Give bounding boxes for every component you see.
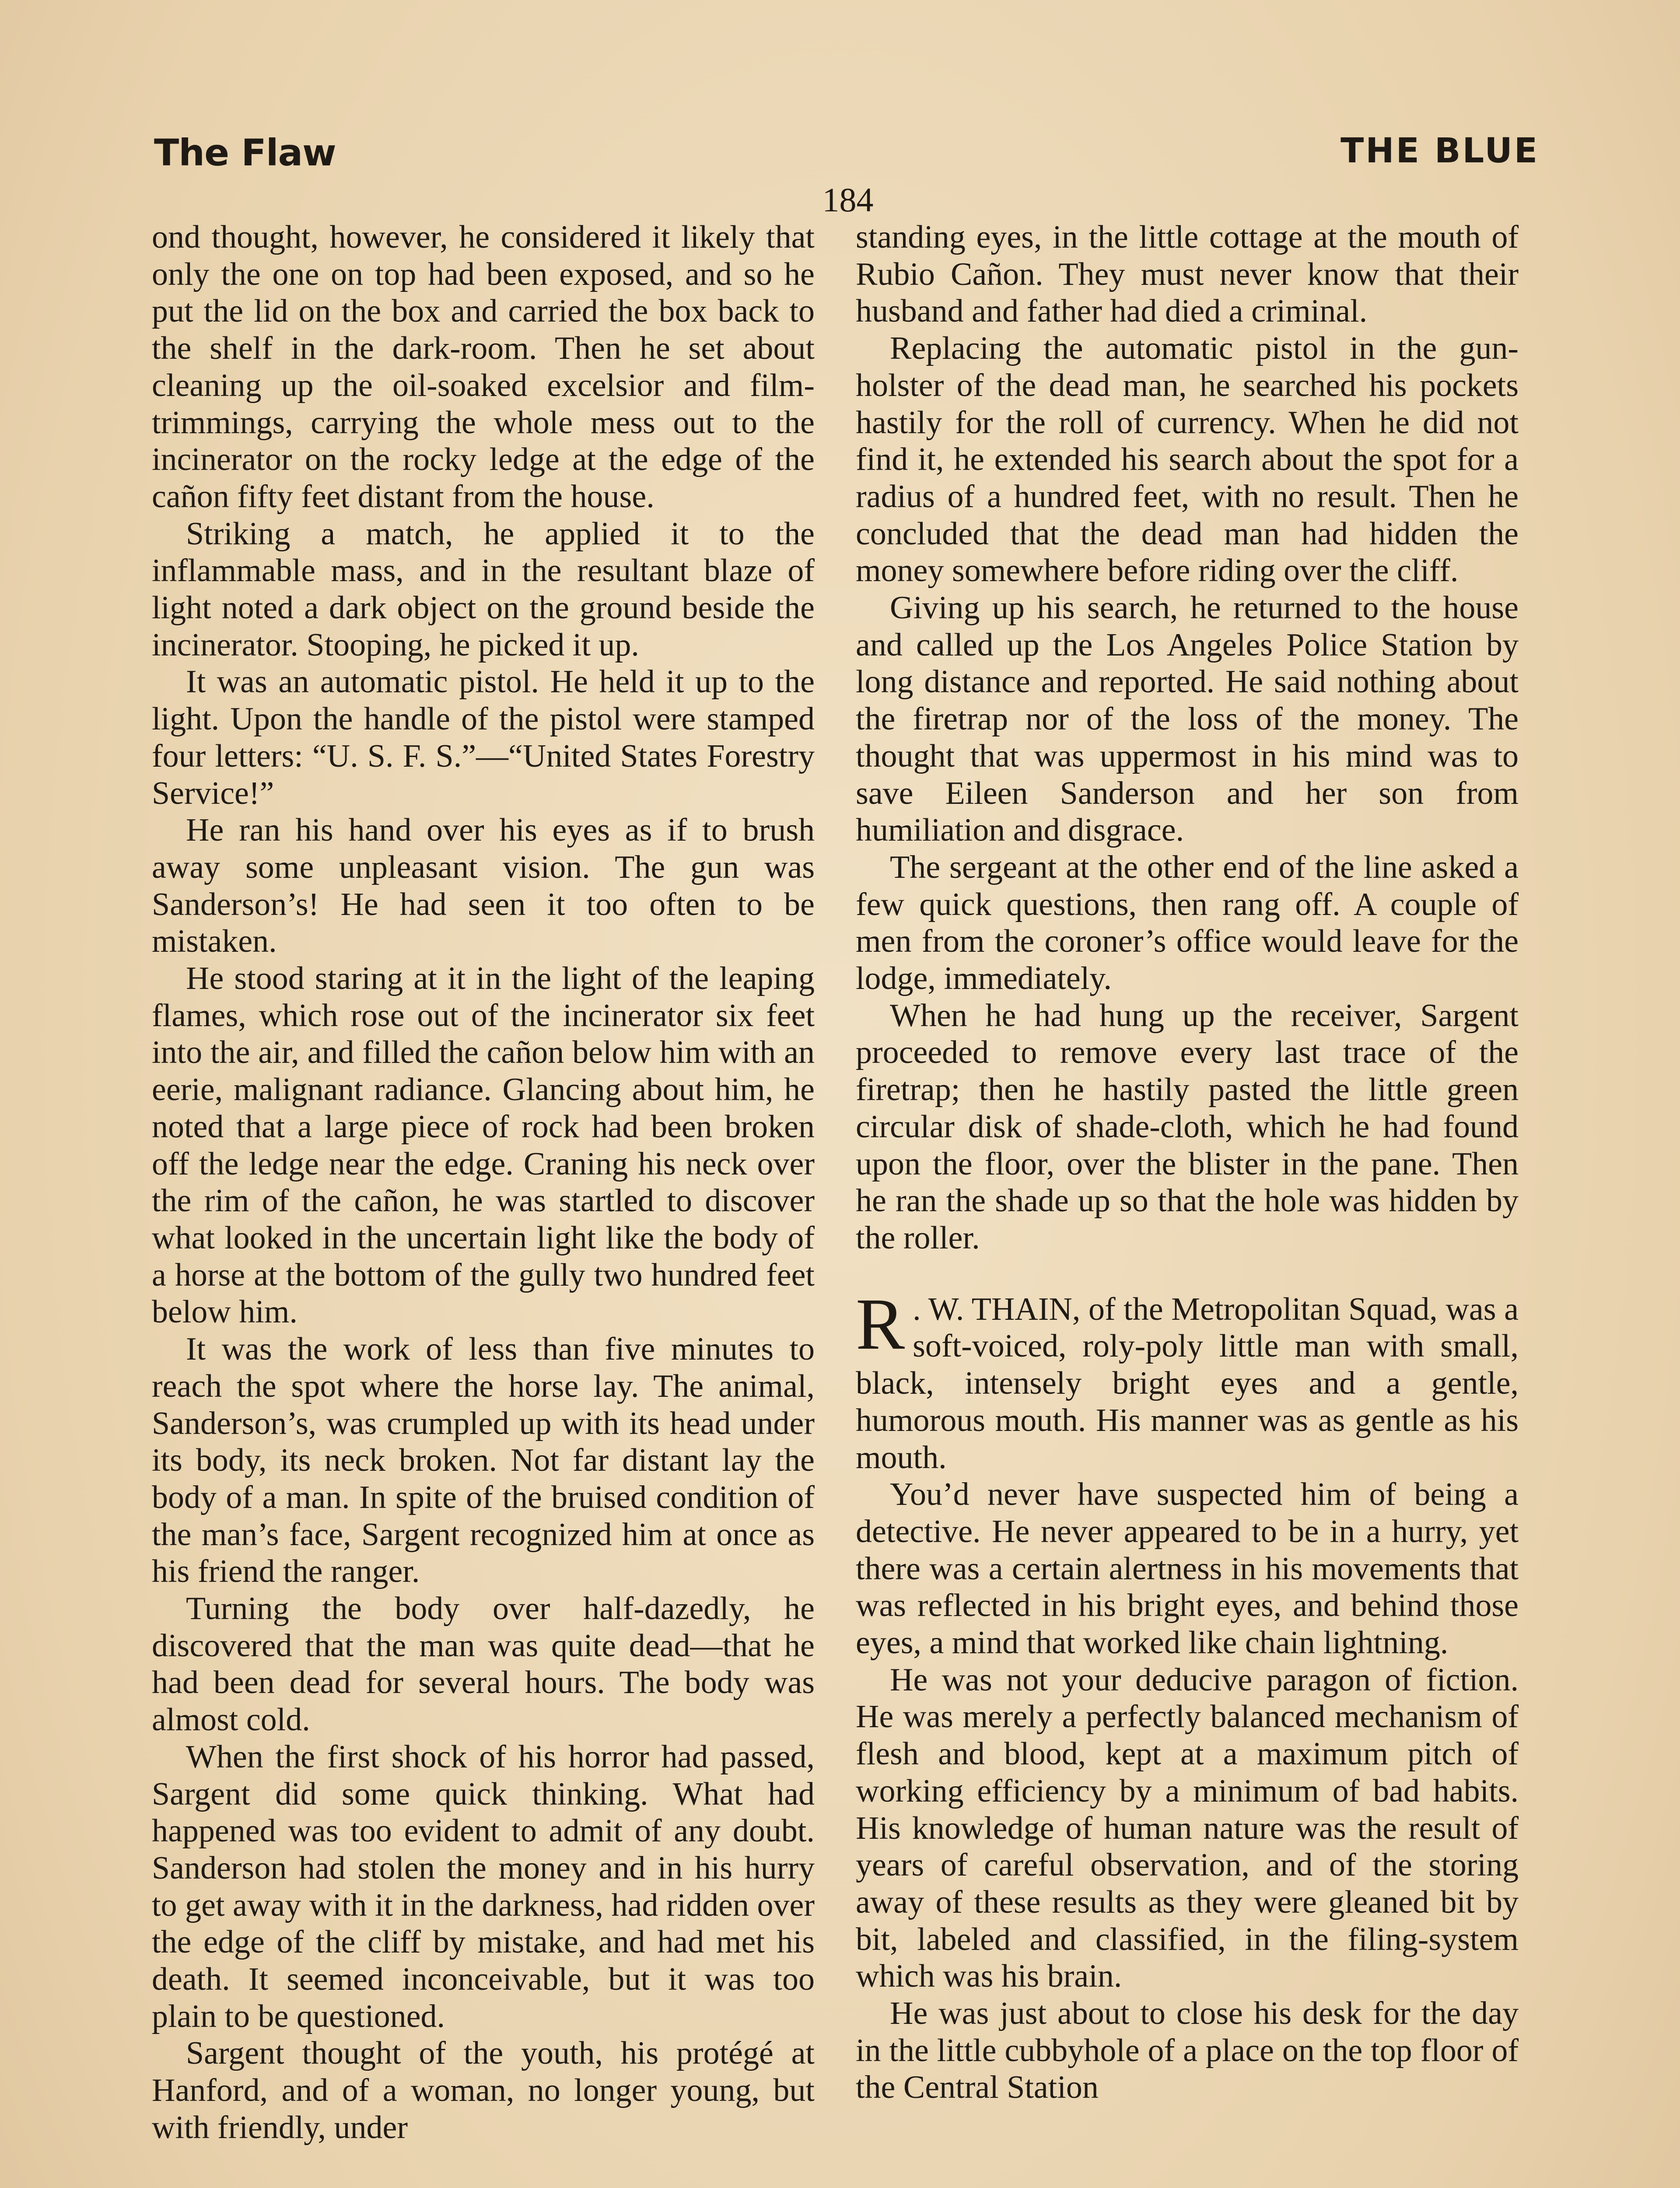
paragraph: Striking a match, he applied it to the inflammable mass, and in the resultant blaze of light noted a dark object on the ground beside the incinerator. Stooping, he picked it up. bbox=[152, 515, 815, 663]
section-opening-text: . W. THAIN, of the Metropolitan Squad, was a soft-voiced, roly-poly little man with small, black, intensely bright eyes and a gentle, humorous mouth. His manner was as gentle as his mouth. bbox=[856, 1291, 1519, 1476]
paragraph: Replacing the automatic pistol in the gun-holster of the dead man, he searched his pockets hastily for the roll of currency. When he did not find it, he extended his search about the spot for a radius of a hundred feet, with no result. Then he concluded that the dead man had hidden the money somewhere before riding over the cliff. bbox=[856, 330, 1519, 589]
paragraph: standing eyes, in the little cottage at the mouth of Rubio Cañon. They must never know that their husband and father had died a criminal. bbox=[856, 219, 1519, 330]
left-column bbox=[152, 219, 815, 2146]
paragraph: It was the work of less than five minutes to reach the spot where the horse lay. The animal, Sanderson’s, was crumpled up with its head under its body, its neck broken. Not far distant lay the body of a man. In spite of the bruised condition of the man’s face, Sargent recognized him at once as his friend the ranger. bbox=[152, 1331, 815, 1590]
running-title-left: The Flaw bbox=[154, 131, 336, 174]
right-column bbox=[856, 219, 1519, 2106]
paragraph: He was not your deducive paragon of fiction. He was merely a perfectly balanced mechanism of flesh and blood, kept at a maximum pitch of working efficiency by a minimum of bad habits. His knowledge of human nature was the result of years of careful observation, and of the storing away of these results as they were gleaned bit by bit, labeled and classified, in the filing-system which was his brain. bbox=[856, 1662, 1519, 1995]
paragraph: When he had hung up the receiver, Sargent proceeded to remove every last trace of the firetrap; then he hastily pasted the little green circular disk of shade-cloth, which he had found upon the floor, over the blister in the pane. Then he ran the shade up so that the hole was hidden by the roller. bbox=[856, 997, 1519, 1256]
page-number: 184 bbox=[822, 181, 874, 219]
paragraph: He was just about to close his desk for the day in the little cubbyhole of a place on the top floor of the Central Station bbox=[856, 1995, 1519, 2106]
paragraph: The sergeant at the other end of the line asked a few quick questions, then rang off. A couple of men from the coroner’s office would leave for the lodge, immediately. bbox=[856, 849, 1519, 997]
paragraph: He ran his hand over his eyes as if to brush away some unpleasant vision. The gun was Sanderson’s! He had seen it too often to be mistaken. bbox=[152, 812, 815, 960]
paragraph: You’d never have suspected him of being a detective. He never appeared to be in a hurry, yet there was a certain alertness in his movements that was reflected in his bright eyes, and behind those eyes, a mind that worked like chain lightning. bbox=[856, 1476, 1519, 1661]
drop-cap: R bbox=[856, 1283, 905, 1365]
paragraph: Giving up his search, he returned to the house and called up the Los Angeles Police Station by long distance and reported. He said nothing about the firetrap nor of the loss of the money. The thought that was uppermost in his mind was to save Eileen Sanderson and her son from humiliation and disgrace. bbox=[856, 590, 1519, 849]
paragraph: It was an automatic pistol. He held it up to the light. Upon the handle of the pistol were stamped four letters: “U. S. F. S.”—“United States Forestry Service!” bbox=[152, 664, 815, 811]
paragraph: Turning the body over half-dazedly, he discovered that the man was quite dead—that he had been dead for several hours. The body was almost cold. bbox=[152, 1591, 815, 1738]
paragraph: He stood staring at it in the light of the leaping flames, which rose out of the incinerator six feet into the air, and filled the cañon below him with an eerie, malignant radiance. Glancing about him, he noted that a large piece of rock had been broken off the ledge near the edge. Craning his neck over the rim of the cañon, he was startled to discover what looked in the uncertain light like the body of a horse at the bottom of the gully two hundred feet below him. bbox=[152, 961, 815, 1330]
paragraph: Sargent thought of the youth, his protégé at Hanford, and of a woman, no longer young, but with friendly, under bbox=[152, 2035, 815, 2146]
paragraph: ond thought, however, he considered it likely that only the one on top had been exposed, and so he put the lid on the box and carried the box back to the shelf in the dark-room. Then he set about cleaning up the oil-soaked excelsior and filmtrimmings, carrying the whole mess out to the incinerator on the rocky ledge at the edge of the cañon fifty feet distant from the house. bbox=[152, 219, 815, 515]
section-opening-paragraph bbox=[856, 1283, 1519, 1476]
running-title-right: THE BLUE bbox=[1340, 131, 1539, 171]
paragraph: When the first shock of his horror had passed, Sargent did some quick thinking. What had happened was too evident to admit of any doubt. Sanderson had stolen the money and in his hurry to get away with it in the darkness, had ridden over the edge of the cliff by mistake, and had met his death. It seemed inconceivable, but it was too plain to be questioned. bbox=[152, 1739, 815, 2034]
